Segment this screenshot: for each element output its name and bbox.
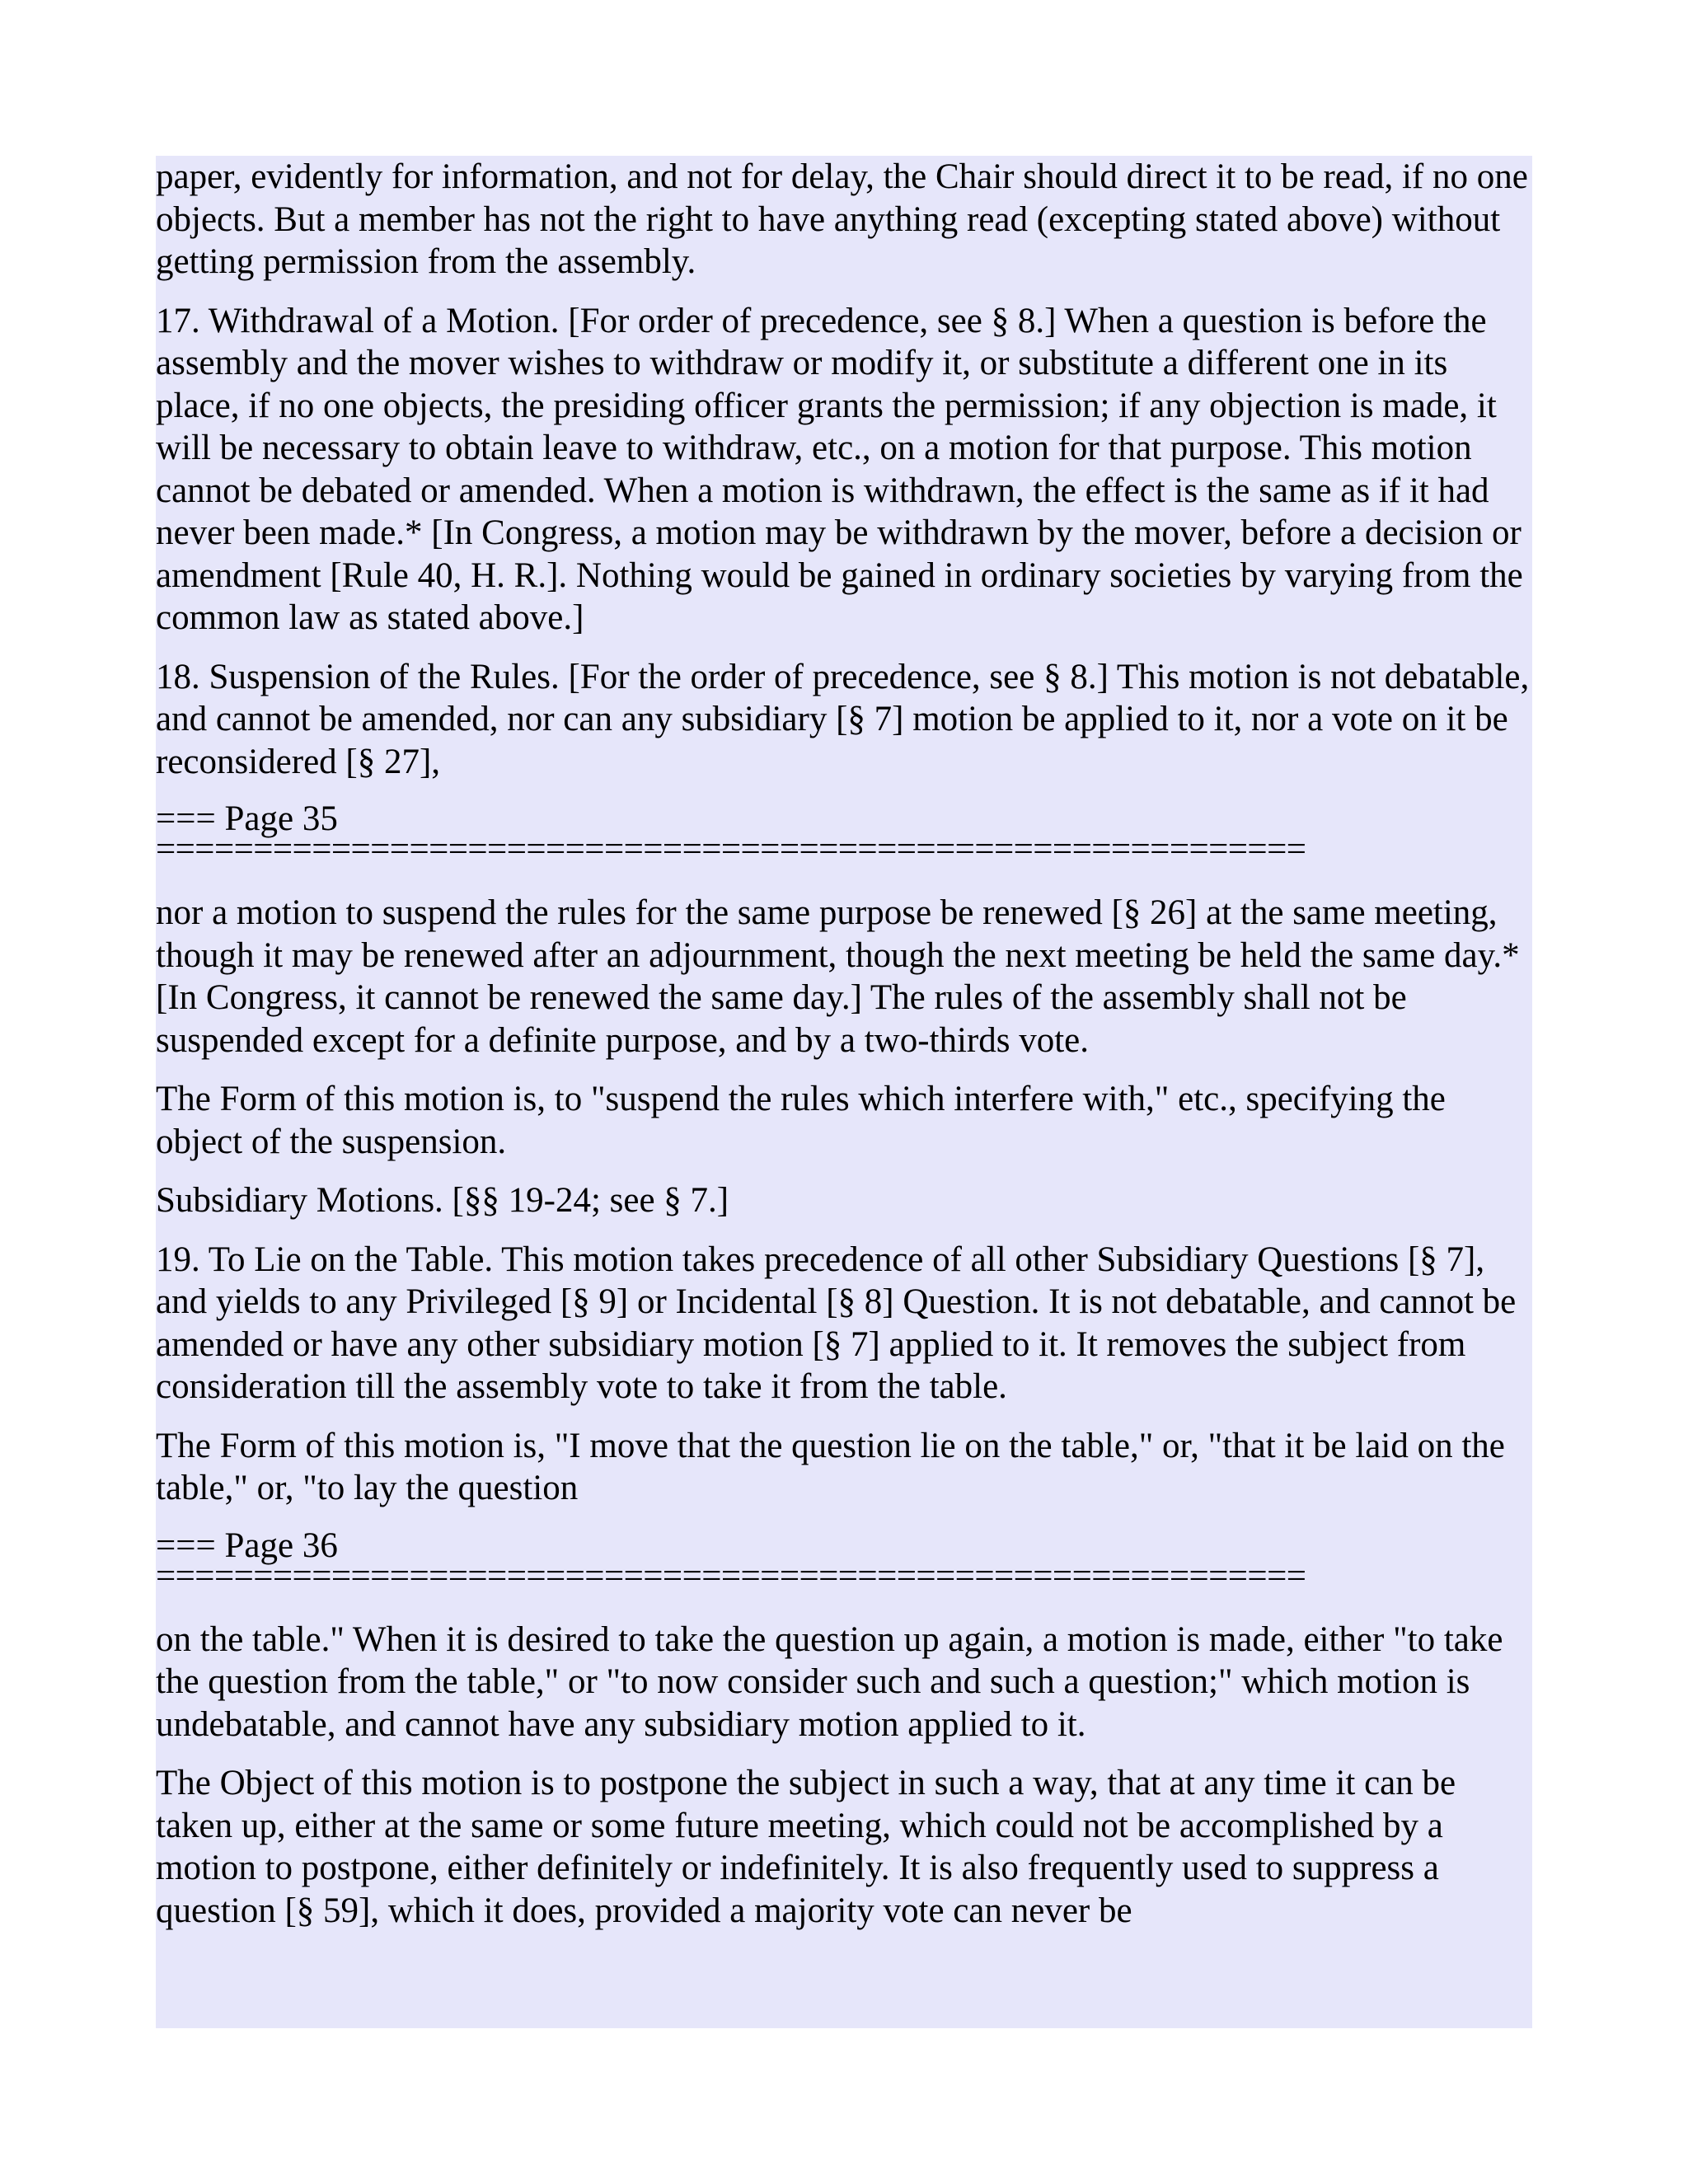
section-heading-subsidiary-motions: Subsidiary Motions. [§§ 19-24; see § 7.] (156, 1181, 729, 1220)
page-number-label: === Page 35 (156, 799, 338, 838)
page-break-marker-36 (156, 1526, 1532, 1596)
paragraph-suspension-continued: nor a motion to suspend the rules for the same purpose be renewed [§ 26] at the same meeting, though it may be renewed after an adjournment, though the next meeting be held the same day.* [In Congress, it cannot be renewed the same day.] The rules of the assembly shall not be suspended except for a definite purpose, and by a two-thirds vote. (156, 893, 1520, 1060)
page-break-marker-35 (156, 799, 1532, 869)
paragraph-reading-papers: paper, evidently for information, and not for delay, the Chair should direct it to be read, if no one objects. But a member has not the right to have anything read (excepting stated above) without getting permission from the assembly. (156, 157, 1528, 281)
paragraph-lie-on-table-object: The Object of this motion is to postpone the subject in such a way, that at any time it can be taken up, either at the same or some future meeting, which could not be accomplished by a motion to postpone, either definitely or indefinitely. It is also frequently used to suppress a question [§ 59], which it does, provided a majority vote can never be (156, 1764, 1456, 1930)
paragraph-suspension-of-rules: 18. Suspension of the Rules. [For the order of precedence, see § 8.] This motion is not debatable, and cannot be amended, nor can any subsidiary [§ 7] motion be applied to it, nor a vote on it be reconsidered [§ 27], (156, 657, 1530, 781)
paragraph-suspension-form: The Form of this motion is, to "suspend the rules which interfere with," etc., specifying the object of the suspension. (156, 1080, 1446, 1161)
page-separator-rule: =========================================================== (156, 1556, 1306, 1596)
page-separator-rule: =========================================================== (156, 830, 1306, 869)
document-page (156, 156, 1532, 2028)
page-number-label: === Page 36 (156, 1526, 338, 1565)
paragraph-take-from-table: on the table." When it is desired to take the question up again, a motion is made, either "to take the question from the table," or "to now consider such and such a question;" which motion is undebatable, and cannot have any subsidiary motion applied to it. (156, 1619, 1503, 1744)
paragraph-lie-on-table-form: The Form of this motion is, "I move that the question lie on the table," or, "that it be laid on the table," or, "to lay the question (156, 1426, 1505, 1507)
paragraph-lie-on-table: 19. To Lie on the Table. This motion takes precedence of all other Subsidiary Questions [§ 7], and yields to any Privileged [§ 9] or Incidental [§ 8] Question. It is not debatable, and cannot be amended or have any other subsidiary motion [§ 7] applied to it. It removes the subject from consideration till the assembly vote to take it from the table. (156, 1240, 1517, 1406)
paragraph-withdrawal-of-motion: 17. Withdrawal of a Motion. [For order of precedence, see § 8.] When a question is before the assembly and the mover wishes to withdraw or modify it, or substitute a different one in its place, if no one objects, the presiding officer grants the permission; if any objection is made, it will be necessary to obtain leave to withdraw, etc., on a motion for that purpose. This motion cannot be debated or amended. When a motion is withdrawn, the effect is the same as if it had never been made.* [In Congress, a motion may be withdrawn by the mover, before a decision or amendment [Rule 40, H. R.]. Nothing would be gained in ordinary societies by varying from the common law as stated above.] (156, 301, 1523, 637)
